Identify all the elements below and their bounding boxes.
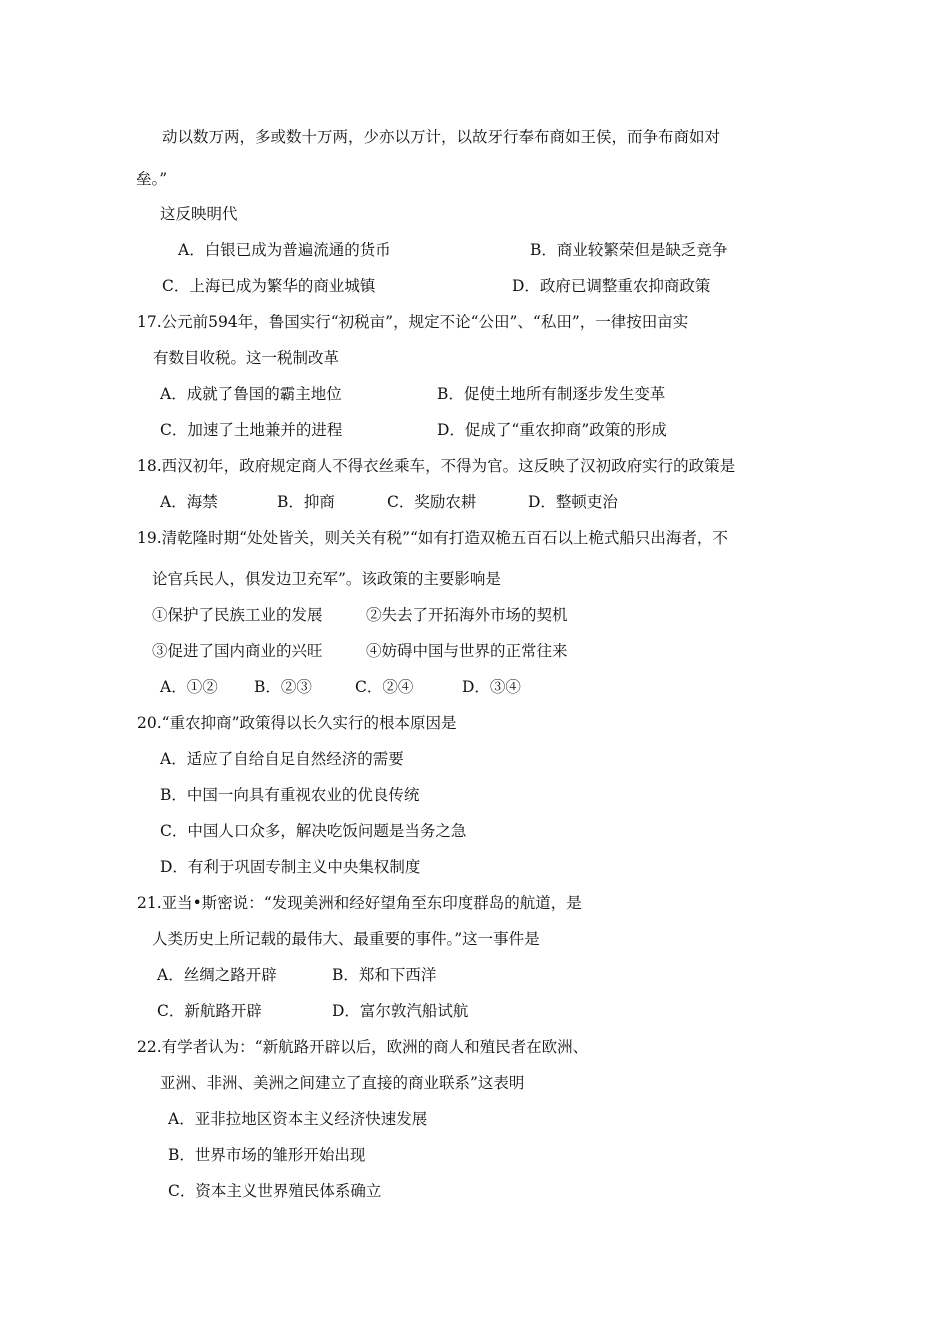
q21-option-a: A．丝绸之路开辟: [157, 966, 277, 984]
q17-option-b: B．促使土地所有制逐步发生变革: [437, 385, 666, 403]
q19-statement-4: ④妨碍中国与世界的正常往来: [366, 642, 568, 660]
q21-option-b: B．郑和下西洋: [332, 966, 437, 984]
q16-option-a: A．白银已成为普遍流通的货币: [178, 241, 391, 259]
q16-quote-continuation-line2: 垒。”: [136, 170, 168, 188]
q19-option-d: D．③④: [462, 678, 521, 696]
q18-option-b: B．抑商: [277, 493, 335, 511]
q21-stem-line1: 21.亚当•斯密说：“发现美洲和经好望角至东印度群岛的航道，是: [137, 894, 582, 912]
q17-option-a: A．成就了鲁国的霸主地位: [160, 385, 342, 403]
q22-stem-line2: 亚洲、非洲、美洲之间建立了直接的商业联系”这表明: [160, 1074, 525, 1092]
q18-stem: 18.西汉初年，政府规定商人不得衣丝乘车，不得为官。这反映了汉初政府实行的政策是: [137, 457, 736, 475]
q18-option-a: A．海禁: [160, 493, 218, 511]
q19-stem-line1: 19.清乾隆时期“处处皆关，则关关有税”“如有打造双桅五百石以上桅式船只出海者，不: [137, 529, 728, 547]
q21-option-d: D．富尔敦汽船试航: [332, 1002, 469, 1020]
q19-option-a: A．①②: [160, 678, 218, 696]
q16-option-b: B．商业较繁荣但是缺乏竞争: [530, 241, 728, 259]
q18-option-d: D．整顿吏治: [528, 493, 618, 511]
q20-stem: 20.“重农抑商”政策得以长久实行的根本原因是: [137, 714, 457, 732]
q20-option-c: C．中国人口众多，解决吃饭问题是当务之急: [160, 822, 467, 840]
q16-stem: 这反映明代: [160, 205, 238, 223]
q22-option-b: B．世界市场的雏形开始出现: [168, 1146, 366, 1164]
q16-option-d: D．政府已调整重农抑商政策: [512, 277, 711, 295]
q19-option-b: B．②③: [254, 678, 312, 696]
q19-statement-2: ②失去了开拓海外市场的契机: [366, 606, 568, 624]
q17-stem-line1: 17.公元前594年，鲁国实行“初税亩”，规定不论“公田”、“私田”，一律按田亩实: [137, 313, 689, 331]
q19-statement-3: ③促进了国内商业的兴旺: [152, 642, 323, 660]
q20-option-b: B．中国一向具有重视农业的优良传统: [160, 786, 420, 804]
q16-quote-continuation-line1: 动以数万两，多或数十万两，少亦以万计，以故牙行奉布商如王侯，而争布商如对: [162, 128, 721, 146]
q16-option-c: C．上海已成为繁华的商业城镇: [162, 277, 376, 295]
q17-option-d: D．促成了“重农抑商”政策的形成: [437, 421, 667, 439]
q19-stem-line2: 论官兵民人，俱发边卫充军”。该政策的主要影响是: [152, 570, 501, 588]
q20-option-a: A．适应了自给自足自然经济的需要: [160, 750, 404, 768]
q20-option-d: D．有利于巩固专制主义中央集权制度: [160, 858, 421, 876]
q21-option-c: C．新航路开辟: [157, 1002, 262, 1020]
q19-statement-1: ①保护了民族工业的发展: [152, 606, 323, 624]
q22-option-c: C．资本主义世界殖民体系确立: [168, 1182, 382, 1200]
q22-option-a: A．亚非拉地区资本主义经济快速发展: [168, 1110, 428, 1128]
q17-option-c: C．加速了土地兼并的进程: [160, 421, 343, 439]
q17-stem-line2: 有数目收税。这一税制改革: [153, 349, 340, 367]
q21-stem-line2: 人类历史上所记载的最伟大、最重要的事件。”这一事件是: [152, 930, 540, 948]
q19-option-c: C．②④: [355, 678, 414, 696]
q18-option-c: C．奖励农耕: [387, 493, 477, 511]
q22-stem-line1: 22.有学者认为：“新航路开辟以后，欧洲的商人和殖民者在欧洲、: [137, 1038, 589, 1056]
